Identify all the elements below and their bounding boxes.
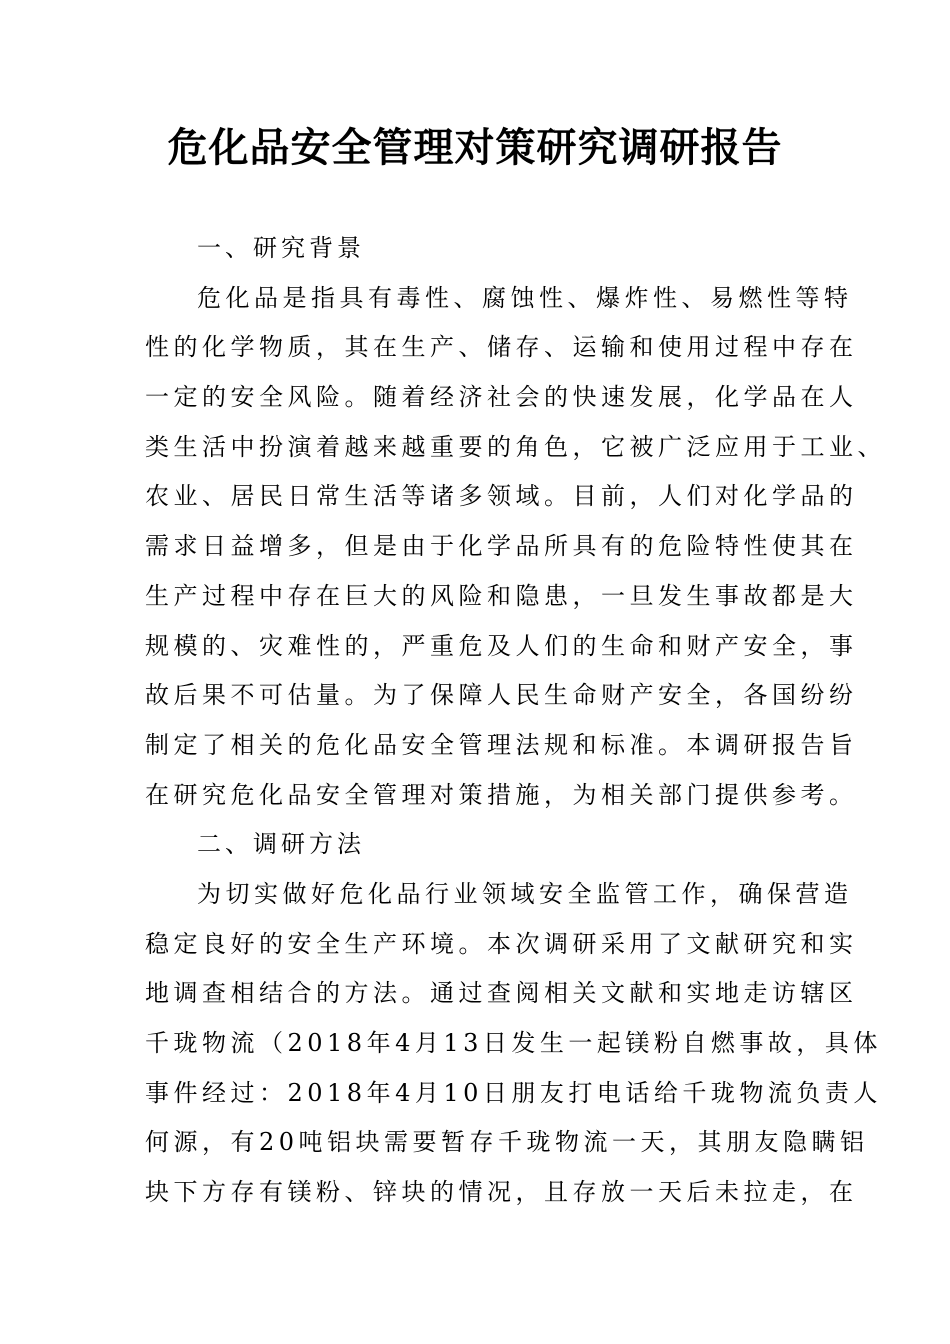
paragraph-line: 一定的安全风险。随着经济社会的快速发展，化学品在人 [145,383,858,412]
paragraph-line: 需求日益增多，但是由于化学品所具有的危险特性使其在 [145,532,858,561]
paragraph-line: 规模的、灾难性的，严重危及人们的生命和财产安全，事 [145,631,858,660]
document-title: 危化品安全管理对策研究调研报告 [167,124,783,171]
paragraph-line: 在研究危化品安全管理对策措施，为相关部门提供参考。 [145,780,858,809]
section-heading-research-background: 一、研究背景 [197,234,365,262]
paragraph-line: 类生活中扮演着越来越重要的角色，它被广泛应用于工业、 [145,432,886,461]
paragraph-line: 生产过程中存在巨大的风险和隐患，一旦发生事故都是大 [145,581,858,610]
paragraph-line: 千珑物流（2018年4月13日发生一起镁粉自燃事故，具体 [145,1029,882,1057]
paragraph-line: 事件经过：2018年4月10日朋友打电话给千珑物流负责人 [145,1078,882,1107]
paragraph-line: 制定了相关的危化品安全管理法规和标准。本调研报告旨 [145,730,858,759]
section-heading-research-methods: 二、调研方法 [197,830,365,859]
paragraph-line: 农业、居民日常生活等诸多领域。目前，人们对化学品的 [145,482,858,511]
paragraph-line: 块下方存有镁粉、锌块的情况，且存放一天后未拉走，在 [145,1178,858,1207]
paragraph-line: 故后果不可估量。为了保障人民生命财产安全，各国纷纷 [145,681,858,710]
paragraph-line: 何源，有20吨铝块需要暂存千珑物流一天，其朋友隐瞒铝 [145,1128,869,1157]
document-body [145,224,886,1218]
paragraph-line: 为切实做好危化品行业领域安全监管工作，确保营造 [197,879,853,908]
paragraph-line: 稳定良好的安全生产环境。本次调研采用了文献研究和实 [145,929,858,958]
paragraph-line: 性的化学物质，其在生产、储存、运输和使用过程中存在 [145,333,858,362]
paragraph-line: 危化品是指具有毒性、腐蚀性、爆炸性、易燃性等特 [197,283,853,312]
paragraph-line: 地调查相结合的方法。通过查阅相关文献和实地走访辖区 [145,979,858,1008]
